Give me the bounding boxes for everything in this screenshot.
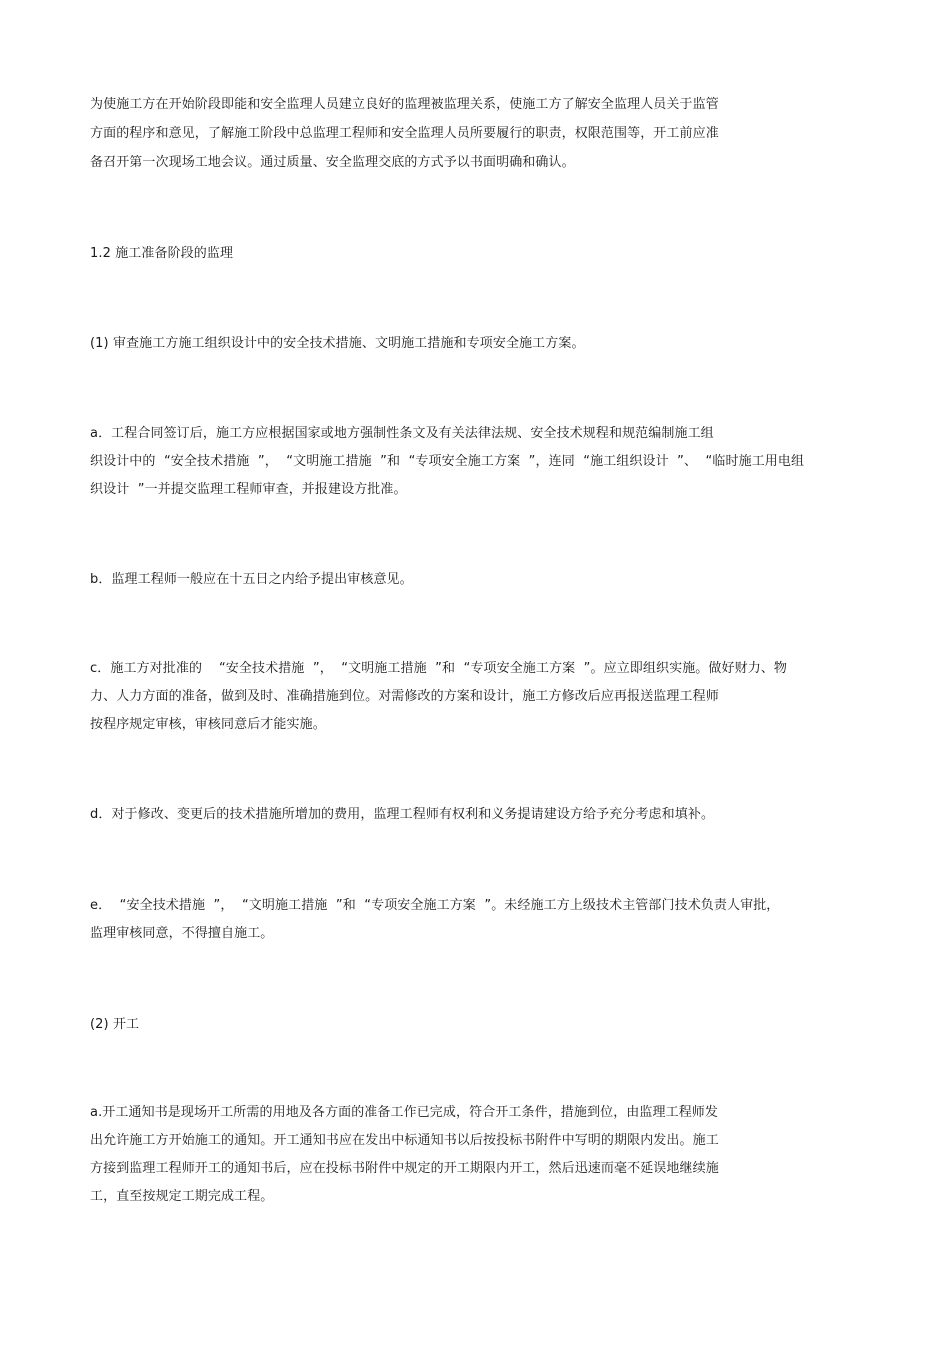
item1-c-line-3: 按程序规定审核，审核同意后才能实施。 <box>90 717 326 732</box>
section-heading: 1.2 施工准备阶段的监理 <box>90 246 234 261</box>
item1-c-line-1: c．施工方对批准的 “安全技术措施 ”， “文明施工措施 ”和 “专项安全施工方案 ”。应立即组织实施。做好财力、物 <box>90 661 788 676</box>
item1-a-line-2: 织设计中的 “安全技术措施 ”， “文明施工措施 ”和 “专项安全施工方案 ”，连同 “施工组织设计 ”、 “临时施工用电组 <box>90 454 805 469</box>
item2-a-line-4: 工，直至按规定工期完成工程。 <box>90 1189 274 1204</box>
item1-a-line-1: a．工程合同签订后，施工方应根据国家或地方强制性条文及有关法律法规、安全技术规程和规范编制施工组 <box>90 426 714 441</box>
item1-e-line-2: 监理审核同意，不得擅自施工。 <box>90 926 274 941</box>
item2-a-line-3: 方接到监理工程师开工的通知书后，应在投标书附件中规定的开工期限内开工，然后迅速而毫不延误地继续施 <box>90 1161 719 1176</box>
intro-line-3: 备召开第一次现场工地会议。通过质量、安全监理交底的方式予以书面明确和确认。 <box>90 155 575 170</box>
item1-c-line-2: 力、人力方面的准备，做到及时、准确措施到位。对需修改的方案和设计，施工方修改后应再报送监理工程师 <box>90 689 719 704</box>
intro-line-2: 方面的程序和意见，了解施工阶段中总监理工程师和安全监理人员所要履行的职责，权限范围等，开工前应准 <box>90 126 719 141</box>
item2-a-line-1: a.开工通知书是现场开工所需的用地及各方面的准备工作已完成，符合开工条件，措施到位，由监理工程师发 <box>90 1105 718 1120</box>
item1-b-paragraph: b．监理工程师一般应在十五日之内给予提出审核意见。 <box>90 572 413 587</box>
item1-d-paragraph: d．对于修改、变更后的技术措施所增加的费用，监理工程师有权利和义务提请建设方给予充分考虑和填补。 <box>90 807 715 822</box>
intro-line-1: 为使施工方在开始阶段即能和安全监理人员建立良好的监理被监理关系，使施工方了解安全监理人员关于监管 <box>90 97 719 112</box>
item1-e-line-1: e． “安全技术措施 ”， “文明施工措施 ”和 “专项安全施工方案 ”。未经施工方上级技术主管部门技术负责人审批， <box>90 898 780 913</box>
item1-heading: (1) 审查施工方施工组织设计中的安全技术措施、文明施工措施和专项安全施工方案。 <box>90 336 585 351</box>
item2-heading: (2) 开工 <box>90 1017 140 1032</box>
item1-a-line-3: 织设计 ”一并提交监理工程师审查，并报建设方批准。 <box>90 482 407 497</box>
item2-a-line-2: 出允许施工方开始施工的通知。开工通知书应在发出中标通知书以后按投标书附件中写明的期限内发出。施工 <box>90 1133 719 1148</box>
